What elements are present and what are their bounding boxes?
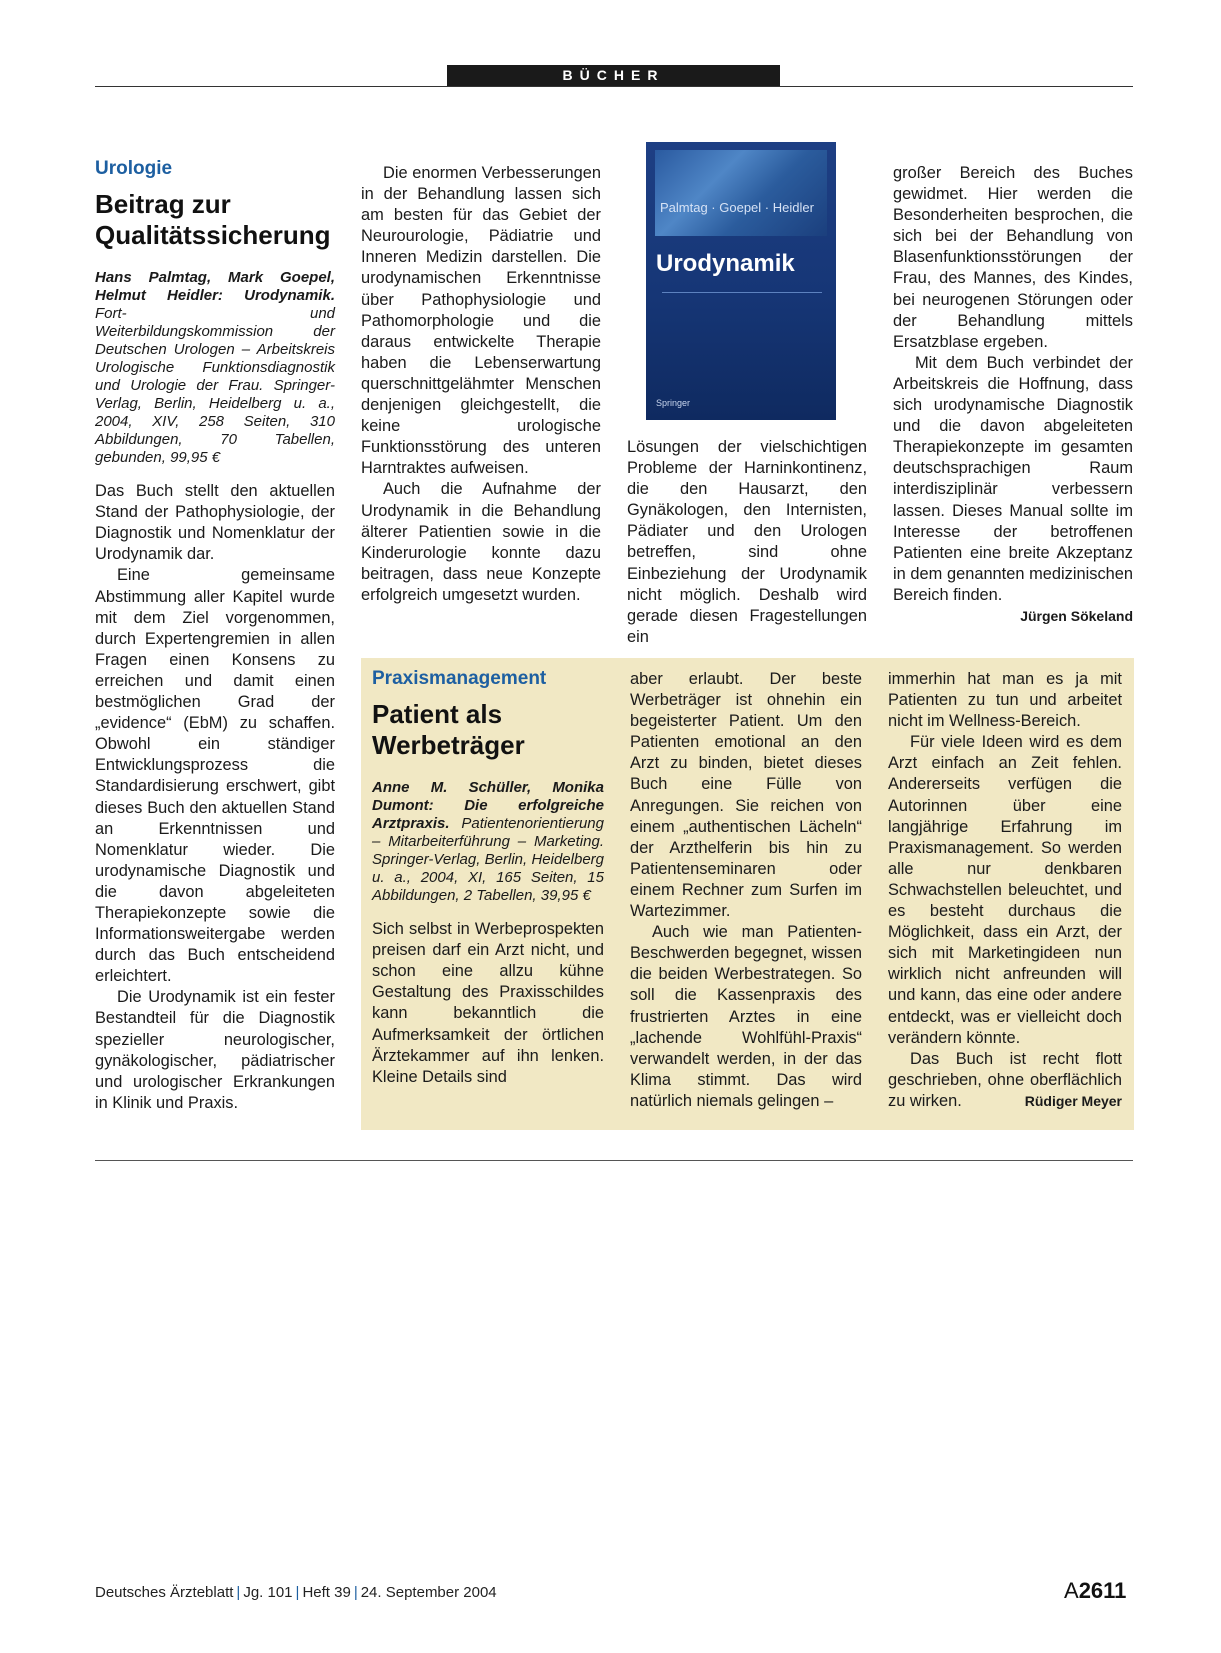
article1-paragraph: Die Urodynamik ist ein fester Bestandteil für die Diagnostik spezieller neurologischer, gynäkologischer, pädiatrischer und urologischer Erkrankungen in Klinik und Praxis. <box>95 988 335 1112</box>
footer-separator: | <box>236 1584 241 1601</box>
article2-biblio-details: Patientenorientierung – Mitarbeiterführung – Marketing. Springer-Verlag, Berlin, Heidelberg u. a., 2004, XI, 165 Seiten, 15 Abbildungen, 2 Tabellen, 39,95 € <box>372 815 604 905</box>
article2-column-1 <box>372 668 604 1088</box>
article1-paragraph: Die enormen Verbesserungen in der Behandlung lassen sich am besten für das Gebiet der Neurourologie, Pädiatrie und Inneren Medizin darstellen. Die urodynamischen Erkenntnisse über Pathophysiologie und Pathomorphologie und die daraus entwickelte Therapie haben die Lebenserwartung querschnittgelähmter Menschen denjenigen gleichgestellt, die keine urologische Funktionsstörung des unteren Harntraktes aufweisen. <box>361 164 601 478</box>
article1-paragraph: Lösungen der vielschichtigen Probleme der Harninkontinenz, die den Hausarzt, den Gynäkologen, den Internisten, Pädiater und den Urologen betreffen, sind ohne Einbeziehung der Urodynamik nicht möglich. Deshalb wird gerade diesen Fragestellungen ein <box>627 438 867 646</box>
article2-paragraph: aber erlaubt. Der beste Werbeträger ist ohnehin ein begeisterter Patient. Um den Patienten emotional an den Arzt zu binden, bietet dieses Buch eine Fülle von Anregungen. Sie reichen von einem „authentischen Lächeln“ der Arzthelferin bis hin zu Patientenseminaren oder einem Rechner zum Surfen im Wartezimmer. <box>630 670 862 921</box>
section-header: BÜCHER <box>447 65 780 86</box>
article1-column-1 <box>95 158 335 1114</box>
footer-volume: Jg. 101 <box>243 1584 293 1601</box>
article1-paragraph: Eine gemeinsame Abstimmung aller Kapitel wurde mit dem Ziel vorgenommen, durch Expertengremien in allen Fragen einen Konsens zu erreichen und damit einen bestmöglichen Grad der „evidence“ (EbM) zu schaffen. Obwohl ein ständiger Entwicklungsprozess die Standardisierung erschwert, gibt dieses Buch den aktuellen Stand an Erkenntnissen und Nomenklatur wieder. Die urodynamische Diagnostik und die davon abgeleiteten Therapiekonzepte sowie die Informationsweitergabe werden durch das Buch entscheidend erleichtert. <box>95 566 335 986</box>
article1-last-paragraph-text: Mit dem Buch verbindet der Arbeitskreis die Hoffnung, dass sich urodynamische Diagnostik und die davon abgeleiteten Therapiekonzepte im gesamten deutschsprachigen Raum interdisziplinär verbessern lassen. Dieses Manual sollte im Interesse der betroffenen Patienten eine breite Akzeptanz in dem genannten medizinischen Bereich finden. <box>893 353 1133 604</box>
article2-biblio <box>372 779 604 905</box>
footer-issue: Heft 39 <box>302 1584 351 1601</box>
article1-kicker: Urologie <box>95 158 173 179</box>
footer-date: 24. September 2004 <box>360 1584 497 1601</box>
cover-subtitle-area <box>662 292 822 333</box>
article1-column-2 <box>361 163 601 606</box>
article1-title: Beitrag zur Qualitätssicherung <box>95 189 331 251</box>
article2-column-2 <box>630 669 862 1112</box>
article2-paragraph: Sich selbst in Werbeprospekten preisen darf ein Arzt nicht, und schon eine allzu kühne Gestaltung des Praxisschildes kann bekanntlich die Aufmerksamkeit der örtlichen Ärztekammer auf ihn lenken. Kleine Details sind <box>372 920 604 1086</box>
article2-paragraph: immerhin hat man es ja mit Patienten zu tun und arbeitet nicht im Wellness-Bereich. <box>888 670 1122 731</box>
article2-last-paragraph-text: Das Buch ist recht flott geschrieben, ohne oberflächlich zu wirken. <box>888 1049 1122 1110</box>
article2-paragraph: Für viele Ideen wird es dem Arzt einfach an Zeit fehlen. Andererseits verfügen die Autorinnen über eine langjährige Erfahrung im Praxismanagement. So werden alle nur denkbaren Schwachstellen beleuchtet, und es besteht durchaus die Möglichkeit, dass ein Arzt, der sich mit Marketingideen nun wirklich nicht anfreunden will und kann, das eine oder andere entdeckt, was er vielleicht doch verändern könnte. <box>888 733 1122 1047</box>
cover-publisher: Springer <box>656 398 691 408</box>
book-cover-image <box>646 142 836 420</box>
cover-photo <box>655 150 827 236</box>
page-prefix: A <box>1064 1578 1079 1603</box>
article2-paragraph: Auch wie man Patienten-Beschwerden begegnet, wissen die beiden Werbestrategen. So soll die Kassenpraxis des frustrierten Arztes in eine „lachende Wohlfühl-Praxis“ verwandelt werden, in der das Klima stimmt. Das wird natürlich niemals gelingen – <box>630 923 862 1110</box>
article2-signature: Rüdiger Meyer <box>1024 1092 1122 1109</box>
footer-separator: | <box>295 1584 300 1601</box>
article2-title: Patient als Werbeträger <box>372 699 525 761</box>
article1-paragraph: großer Bereich des Buches gewidmet. Hier werden die Besonderheiten besprochen, die sich bei der Behandlung von Blasenfunktionsstörungen der Frau, des Mannes, des Kindes, bei neurogenen Störungen oder der Behandlung mittels Ersatzblase ergeben. <box>893 164 1133 351</box>
page-number-value: 2611 <box>1078 1578 1127 1603</box>
footer-separator: | <box>353 1584 358 1601</box>
article1-paragraph: Das Buch stellt den aktuellen Stand der Pathophysiologie, der Diagnostik und Nomenklatur der Urodynamik dar. <box>95 482 335 564</box>
article1-biblio-details: Fort- und Weiterbildungskommission der Deutschen Urologen – Arbeitskreis Urologische Funktionsdiagnostik und Urologie der Frau. Springer-Verlag, Berlin, Heidelberg u. a., 2004, XIV, 258 Seiten, 310 Abbildungen, 70 Tabellen, gebunden, 99,95 € <box>95 305 335 467</box>
article2-kicker: Praxismanagement <box>372 668 547 689</box>
article1-biblio-authors: Hans Palmtag, Mark Goepel, Helmut Heidler: Urodynamik. <box>95 269 335 305</box>
article1-column-3 <box>627 437 867 648</box>
article1-paragraph <box>893 353 1133 624</box>
cover-authors: Palmtag · Goepel · Heidler <box>660 200 814 215</box>
article2-paragraph <box>888 1049 1122 1112</box>
article1-paragraph: Auch die Aufnahme der Urodynamik in die Behandlung älterer Patientien sowie in die Kinderurologie konnte dazu beitragen, dass neue Konzepte erfolgreich umgesetzt wurden. <box>361 480 601 604</box>
header-rule <box>95 86 1133 87</box>
cover-title: Urodynamik <box>656 250 795 277</box>
content-end-rule <box>95 1160 1133 1161</box>
page-number <box>1064 1578 1126 1604</box>
article1-column-4 <box>893 163 1133 627</box>
article2-biblio-authors: Anne M. Schüller, Monika Dumont: Die erfolgreiche Arztpraxis. <box>372 779 604 833</box>
page-footer <box>95 1584 497 1601</box>
article2-column-3 <box>888 669 1122 1112</box>
article1-biblio <box>95 269 335 467</box>
footer-journal: Deutsches Ärzteblatt <box>95 1584 234 1601</box>
article1-signature: Jürgen Sökeland <box>1020 607 1133 624</box>
